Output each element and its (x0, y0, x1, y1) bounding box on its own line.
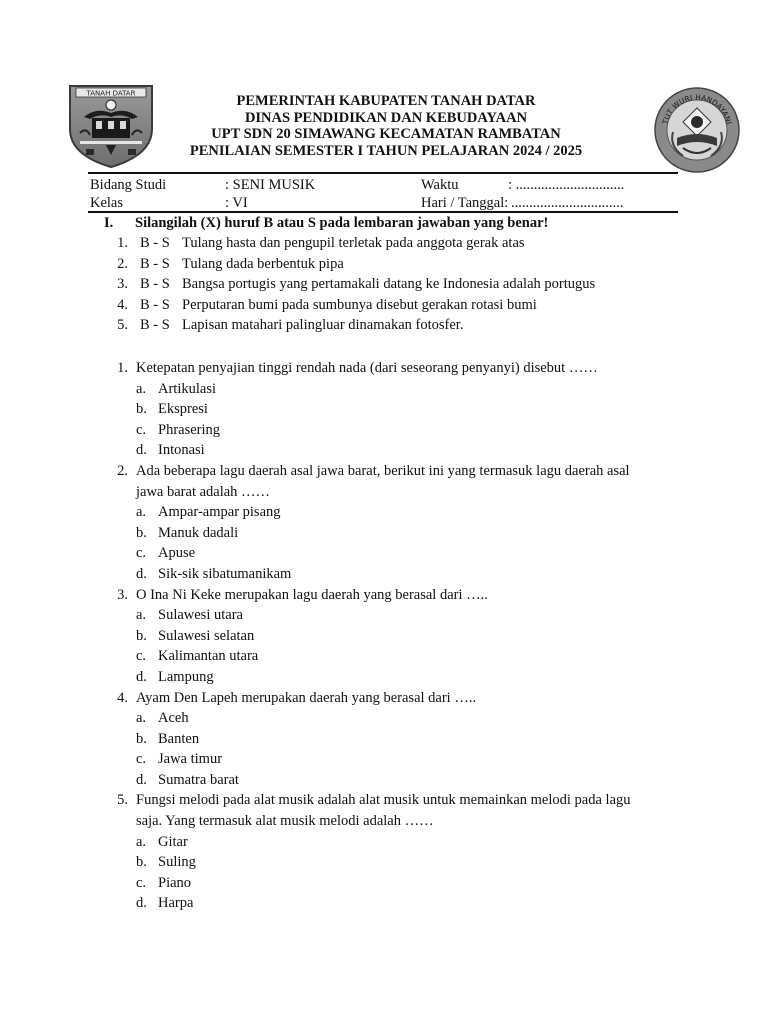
option-text: Harpa (158, 895, 194, 912)
option-letter: d. (136, 668, 147, 685)
svg-text:TANAH DATAR: TANAH DATAR (86, 89, 136, 98)
question-number: 3. (117, 586, 128, 603)
option-letter: b. (136, 854, 147, 871)
answer-option (110, 523, 670, 544)
question-stem (110, 790, 670, 831)
answer-option (110, 646, 670, 667)
item-number: 3. (117, 276, 128, 293)
question-text: Ketepatan penyajian tinggi rendah nada (dari seseorang penyanyi) disebut …… (136, 360, 598, 376)
option-text: Gitar (158, 833, 188, 850)
option-letter: d. (136, 895, 147, 912)
option-letter: b. (136, 524, 147, 541)
section-instruction: Silangilah (X) huruf B atau S pada lembaran jawaban yang benar! (135, 215, 549, 231)
option-letter: a. (136, 833, 147, 850)
question (110, 790, 670, 914)
question-stem (110, 585, 670, 606)
answer-option (110, 399, 670, 420)
option-text: Sulawesi utara (158, 607, 243, 624)
class-label: Kelas (90, 195, 124, 211)
question-text: Ada beberapa lagu daerah asal jawa barat, berikut ini yang termasuk lagu daerah asal jawa barat adalah …… (136, 462, 630, 500)
question (110, 585, 670, 688)
question-text: Ayam Den Lapeh merupakan daerah yang berasal dari ….. (136, 689, 477, 706)
item-number: 5. (117, 317, 128, 334)
date-value: ............................... (511, 195, 624, 211)
option-letter: d. (136, 771, 147, 788)
statement-text: Lapisan matahari palingluar dinamakan fotosfer. (182, 317, 464, 334)
option-text: Kalimantan utara (158, 648, 259, 665)
option-text: Sulawesi selatan (158, 627, 255, 644)
option-letter: a. (136, 607, 147, 624)
option-text: Ampar-ampar pisang (158, 504, 281, 521)
question-stem (110, 688, 670, 709)
answer-option (110, 420, 670, 441)
answer-option (110, 729, 670, 750)
option-letter: c. (136, 421, 147, 438)
letterhead-line-agency: DINAS PENDIDIKAN DAN KEBUDAYAAN (244, 109, 528, 126)
option-letter: c. (136, 874, 147, 891)
answer-option (110, 893, 670, 914)
item-number: 4. (117, 296, 128, 313)
answer-option (110, 564, 670, 585)
tut-wuri-handayani-logo (653, 86, 741, 174)
option-text: Phrasering (158, 421, 221, 438)
option-letter: a. (136, 504, 147, 521)
statement-text: Bangsa portugis yang pertamakali datang ke Indonesia adalah portugus (182, 276, 596, 293)
question (110, 358, 670, 461)
answer-choice-marks: B - S (140, 255, 170, 272)
info-row-subject (90, 176, 680, 194)
answer-option (110, 832, 670, 853)
option-text: Intonasi (158, 442, 205, 459)
time-label: Waktu (421, 177, 459, 193)
question-number: 4. (117, 689, 128, 706)
answer-option (110, 379, 670, 400)
answer-choice-marks: B - S (140, 317, 170, 334)
answer-option (110, 667, 670, 688)
question-text: Fungsi melodi pada alat musik adalah alat musik untuk memainkan melodi pada lagu saja. Yang termasuk alat musik melodi adalah …… (136, 792, 631, 830)
option-letter: c. (136, 751, 147, 768)
answer-option (110, 708, 670, 729)
subject-label: Bidang Studi (90, 177, 167, 193)
option-text: Apuse (158, 545, 196, 562)
option-letter: a. (136, 380, 147, 397)
answer-choice-marks: B - S (140, 276, 170, 293)
answer-option (110, 626, 670, 647)
letterhead-line-exam: PENILAIAN SEMESTER I TAHUN PELAJARAN 2024 / 2025 (189, 142, 583, 159)
answer-option (110, 749, 670, 770)
answer-option (110, 605, 670, 626)
question-stem (110, 358, 670, 379)
question-stem (110, 461, 670, 502)
answer-option (110, 873, 670, 894)
question-number: 2. (117, 462, 128, 479)
date-label: Hari / Tanggal: (421, 195, 509, 211)
info-divider (88, 211, 678, 213)
subject-value: : SENI MUSIK (225, 177, 316, 193)
answer-option (110, 770, 670, 791)
option-text: Banten (158, 730, 200, 747)
option-text: Sumatra barat (158, 771, 239, 788)
question (110, 688, 670, 791)
question-text: O Ina Ni Keke merupakan lagu daerah yang berasal dari ….. (136, 586, 488, 603)
header-divider (88, 172, 678, 174)
option-text: Artikulasi (158, 380, 216, 397)
option-text: Sik-sik sibatumanikam (158, 565, 292, 582)
info-row-class (90, 194, 680, 212)
letterhead-line-government: PEMERINTAH KABUPATEN TANAH DATAR (236, 93, 536, 109)
option-text: Suling (158, 854, 196, 871)
option-text: Ekspresi (158, 401, 208, 418)
option-text: Piano (158, 874, 192, 891)
option-letter: c. (136, 648, 147, 665)
option-letter: d. (136, 565, 147, 582)
time-value: : .............................. (508, 177, 625, 193)
question-number: 5. (117, 792, 128, 809)
option-letter: a. (136, 710, 147, 727)
option-letter: b. (136, 627, 147, 644)
answer-choice-marks: B - S (140, 296, 170, 313)
svg-text:TUT WURI HANDAYANI: TUT WURI HANDAYANI (660, 92, 734, 126)
answer-choice-marks: B - S (140, 235, 170, 251)
option-text: Manuk dadali (158, 524, 239, 541)
option-text: Aceh (158, 710, 189, 727)
class-value: : VI (225, 195, 248, 211)
letterhead (160, 93, 612, 159)
answer-option (110, 440, 670, 461)
multiple-choice-list (110, 358, 670, 914)
letterhead-line-school: UPT SDN 20 SIMAWANG KECAMATAN RAMBATAN (211, 126, 561, 142)
section-number: I. (104, 215, 114, 231)
option-text: Jawa timur (158, 751, 223, 768)
option-text: Lampung (158, 668, 214, 685)
question-number: 1. (117, 360, 128, 376)
item-number: 2. (117, 255, 128, 272)
item-number: 1. (117, 235, 128, 251)
statement-text: Tulang dada berbentuk pipa (182, 255, 344, 272)
statement-text: Perputaran bumi pada sumbunya disebut gerakan rotasi bumi (182, 296, 537, 313)
option-letter: d. (136, 442, 147, 459)
option-letter: b. (136, 401, 147, 418)
option-letter: b. (136, 730, 147, 747)
option-letter: c. (136, 545, 147, 562)
statement-text: Tulang hasta dan pengupil terletak pada anggota gerak atas (182, 235, 525, 251)
answer-option (110, 543, 670, 564)
answer-option (110, 502, 670, 523)
question (110, 461, 670, 585)
answer-option (110, 852, 670, 873)
regency-crest-logo (66, 83, 156, 169)
